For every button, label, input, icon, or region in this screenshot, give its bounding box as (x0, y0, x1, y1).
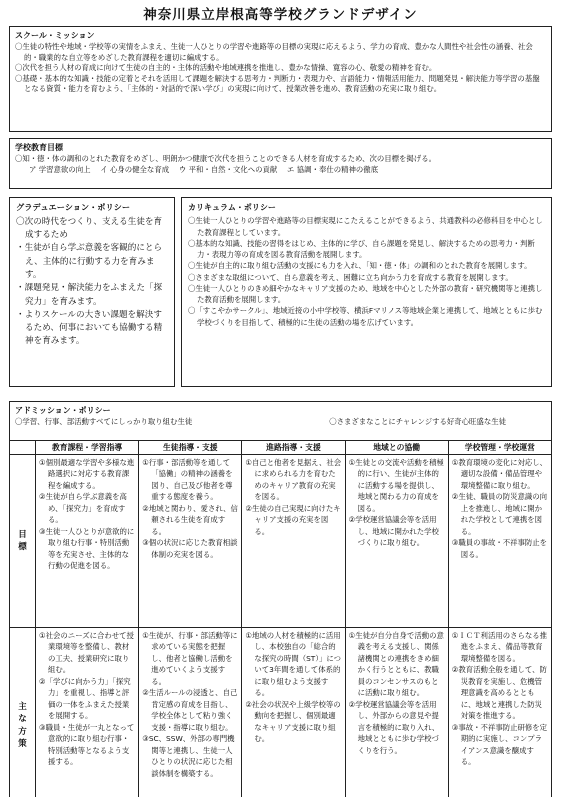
row-label-plans (10, 628, 36, 797)
goal-attribute: エ 協調・奉仕の精神の徹底 (287, 164, 379, 174)
graduation-policy-item: ・生徒が自ら学ぶ意義を客観的にとらえ、主体的に行動する力を育みます。 (16, 243, 163, 280)
curriculum-policy-heading: カリキュラム・ポリシー (188, 203, 276, 212)
table-cell (345, 455, 448, 628)
row-label-char: 目 (18, 529, 27, 540)
table-corner-cell (10, 441, 36, 455)
table-cell (36, 628, 139, 797)
cell-item: ②社会の状況や上級学校等の動向を把握し、個別最適なキャリア支援に取り組む。 (245, 699, 341, 744)
curriculum-policy-item: 〇さまざまな取組について、自ら意義を考え、困難に立ち向かう力を育成する教育を展開します。 (188, 272, 513, 282)
column-header: 教育課程・学習指導 (36, 441, 139, 455)
school-goal-heading: 学校教育目標 (15, 143, 63, 152)
school-mission-heading: スクール・ミッション (15, 31, 95, 40)
cell-item: ①個別最適な学習や多様な進路選択に対応する教育課程を編成する。 (39, 458, 135, 490)
goal-attribute: ア 学習意欲の向上 (29, 164, 91, 174)
cell-item: ②生徒が自ら学ぶ意義を高め、「探究力」を育成する。 (39, 492, 127, 525)
row-label-char: な (18, 714, 27, 725)
mission-item: 〇生徒の特性や地域・学校等の実情をふまえ、生徒一人ひとりの学習や進路等の目標の実現に応えるよう、学力の育成、豊かな人間性や社会性の涵養、社会的・職業的な自立等をめざした教育課程を適切に編成する。 (15, 42, 533, 62)
cell-item: ①地域の人材を積極的に活用し、本校独自の「総合的な探究の時間（ST）」について3年間を通して体系的に取り組むよう支援する。 (245, 631, 342, 698)
cell-item: ③職員・生徒が一丸となって意欲的に取り組む行事・特別活動等となるよう支援する。 (39, 722, 135, 767)
mission-item: 〇次代を担う人材の育成に向けて生徒の自主的・主体的活動や地域連携を推進し、豊かな情操、寛容の心、敬愛の精神を育む。 (15, 63, 437, 73)
curriculum-policy-box (181, 197, 552, 387)
cell-item: ②「学びに向かう力」「探究力」を重視し、指導と評価の一体をふまえた授業を展開する。 (39, 676, 131, 721)
school-goal-attributes (15, 165, 546, 176)
graduation-policy-heading: グラデュエーション・ポリシー (16, 202, 131, 212)
school-mission-box (9, 26, 552, 132)
graduation-policy-item: ・課題発見・解決能力をふまえた「探究力」を育みます。 (16, 283, 163, 307)
cell-item: ③SC、SSW、外部の専門機関等と連携し、生徒一人ひとりの状況に応じた相談体制を構築する。 (142, 734, 235, 778)
goal-attribute: ウ 平和・自然・文化への貢献 (178, 164, 278, 174)
cell-item: ③生徒一人ひとりが意欲的に取り組む行事・特別活動等を充実させ、主体的な行動の促進を図る。 (39, 526, 135, 571)
curriculum-policy-item: 〇「すこやかサークル」、地域近接の小中学校等、横浜Fマリノス等地域企業と連携して、地域とともに歩む学校づくりを目指して、積極的に生徒の活動の場を広げています。 (188, 306, 543, 327)
admission-policy-heading: アドミッション・ポリシー (15, 406, 111, 415)
admission-policy-items (15, 417, 546, 428)
school-goal-text: 〇知・徳・体の調和のとれた教育をめざし、明朗かつ健康で次代を担うことのできる人材を育成するため、次の目標を掲げる。 (15, 154, 436, 164)
curriculum-policy-item: 〇生徒一人ひとりのきめ細やかなキャリア支援のため、地域を中心とした外部の教育・研究機関等と連携した教育活動を展開します。 (188, 283, 543, 305)
table-cell (36, 455, 139, 628)
cell-item: ②学校運営協議会等を活用し、外部からの意見や提言を積極的に取り入れ、地域とともに歩む学校づくりを行う。 (348, 699, 440, 755)
admission-policy-item: 〇さまざまなことにチャレンジする好奇心旺盛な生徒 (329, 417, 506, 427)
table-cell (139, 628, 242, 797)
cell-item: ①ＩＣＴ利活用のさらなる推進をふまえ、備品等教育環境整備を図る。 (451, 631, 548, 663)
table-row-plans (10, 628, 552, 797)
school-goal-box (9, 138, 552, 189)
cell-item: ③職員の事故・不祥事防止を図る。 (451, 538, 548, 559)
table-cell (139, 455, 242, 628)
column-header: 地域との協働 (345, 441, 448, 455)
cell-item: ①自己と他者を見据え、社会に求められる力を育むためのキャリア教育の充実を図る。 (245, 458, 342, 502)
table-cell (448, 628, 551, 797)
cell-item: ②地域と関わり、愛され、信頼される生徒を育成する。 (142, 503, 238, 536)
cell-item: ③個の状況に応じた教育相談体制の充実を図る。 (142, 538, 238, 559)
row-label-char: 主 (18, 702, 27, 713)
mission-item: 〇基礎・基本的な知識・技能の定着とそれを活用して課題を解決する思考力・判断力・表現力や、言語能力・情報活用能力、問題発見・解決能力等学習の基盤となる資質・能力を育むよう、「主体的・対話的で深い学び」の実現に向けて、授業改善を進め、教育活動の充実に取り組む。 (15, 73, 540, 94)
cell-item: ①教育環境の変化に対応し、適切な設備・備品管理や環境整備に取り組む。 (451, 458, 548, 490)
row-label-goals (10, 455, 36, 628)
table-cell (242, 628, 345, 797)
cell-item: ①生徒が自分自身で活動の意義を考える支援し、関係諸機関との連携をきめ細かく行うとともに、教職員のコンセンサスのもとに活動に取り組む。 (348, 631, 444, 698)
table-row-goals (10, 455, 552, 628)
cell-item: ①社会のニーズに合わせて授業環境等を整備し、教材の工夫、授業研究に取り組む。 (39, 631, 134, 675)
cell-item: ②生徒、職員の防災意識の向上を推進し、地域に開かれた学校として連携を図る。 (451, 492, 548, 536)
graduation-policy-box (9, 197, 175, 387)
table-cell (242, 455, 345, 628)
row-label-char: 標 (18, 542, 27, 552)
column-header: 進路指導・支援 (242, 441, 345, 455)
table-cell (345, 628, 448, 797)
goal-attribute: イ 心身の健全な育成 (100, 164, 170, 174)
cell-item: ③事故・不祥事防止研修を定期的に実施し、コンプライアンス意識を醸成する。 (451, 722, 548, 767)
policies-row (9, 197, 552, 387)
column-header: 生徒指導・支援 (139, 441, 242, 455)
cell-item: ②生徒の自己実現に向けたキャリア支援の充実を図る。 (245, 503, 341, 536)
curriculum-policy-item: 〇生徒一人ひとりの学習や進路等の目標実現にこたえることができるよう、共通教科の必修科目を中心とした教育課程としています。 (188, 216, 543, 237)
goals-plans-table (9, 440, 552, 797)
graduation-policy-item: 〇次の時代をつくり、支える生徒を育成するため (16, 216, 163, 240)
curriculum-policy-item: 〇基本的な知識、技能の習得をはじめ、主体的に学び、自ら課題を発見し、解決するための思考力・判断力・表現力等の育成を図る教育活動を展開します。 (188, 238, 535, 260)
curriculum-policy-item: 〇生徒が自主的に取り組む活動の支援にも力を入れ、「知・徳・体」の調和のとれた教育を展開します。 (188, 261, 532, 271)
cell-item: ②学校運営協議会等を活用し、地域に開かれた学校づくりに取り組む。 (348, 515, 439, 548)
row-label-char: 策 (18, 738, 27, 749)
table-header-row (10, 441, 552, 455)
admission-policy-item: 〇学習、行事、部活動すべてにしっかり取り組む生徒 (15, 417, 193, 427)
page-title: 神奈川県立岸根高等学校グランドデザイン (143, 7, 418, 23)
row-label-char: 方 (18, 726, 27, 737)
graduation-policy-item: ・よりスケールの大きい課題を解決するため、何事においても協働する精神を育みます。 (16, 309, 163, 347)
cell-item: ②生活ルールの浸透と、自己肯定感の育成を目指し、学校全体として粘り強く支援・指導に取り組む。 (142, 688, 238, 732)
cell-item: ①行事・部活動等を通して「協働」の精神の涵養を図り、自己及び他者を尊重する態度を養う。 (142, 458, 233, 502)
cell-item: ①生徒が、行事・部活動等に求めている実態を把握し、他者と協働し活動を進めていくよう支援する。 (142, 631, 238, 686)
admission-policy-box (9, 401, 552, 440)
cell-item: ①生徒との交流や活動を積極的に行い、生徒が主体的に活動する場を提供し、地域と関わる力の育成を図る。 (348, 458, 444, 513)
column-header: 学校管理・学校運営 (448, 441, 551, 455)
table-cell (448, 455, 551, 628)
cell-item: ②教育活動全般を通して、防災教育を実施し、危機管理意識を高めるとともに、地域と連携した防災対策を推進する。 (451, 665, 547, 721)
